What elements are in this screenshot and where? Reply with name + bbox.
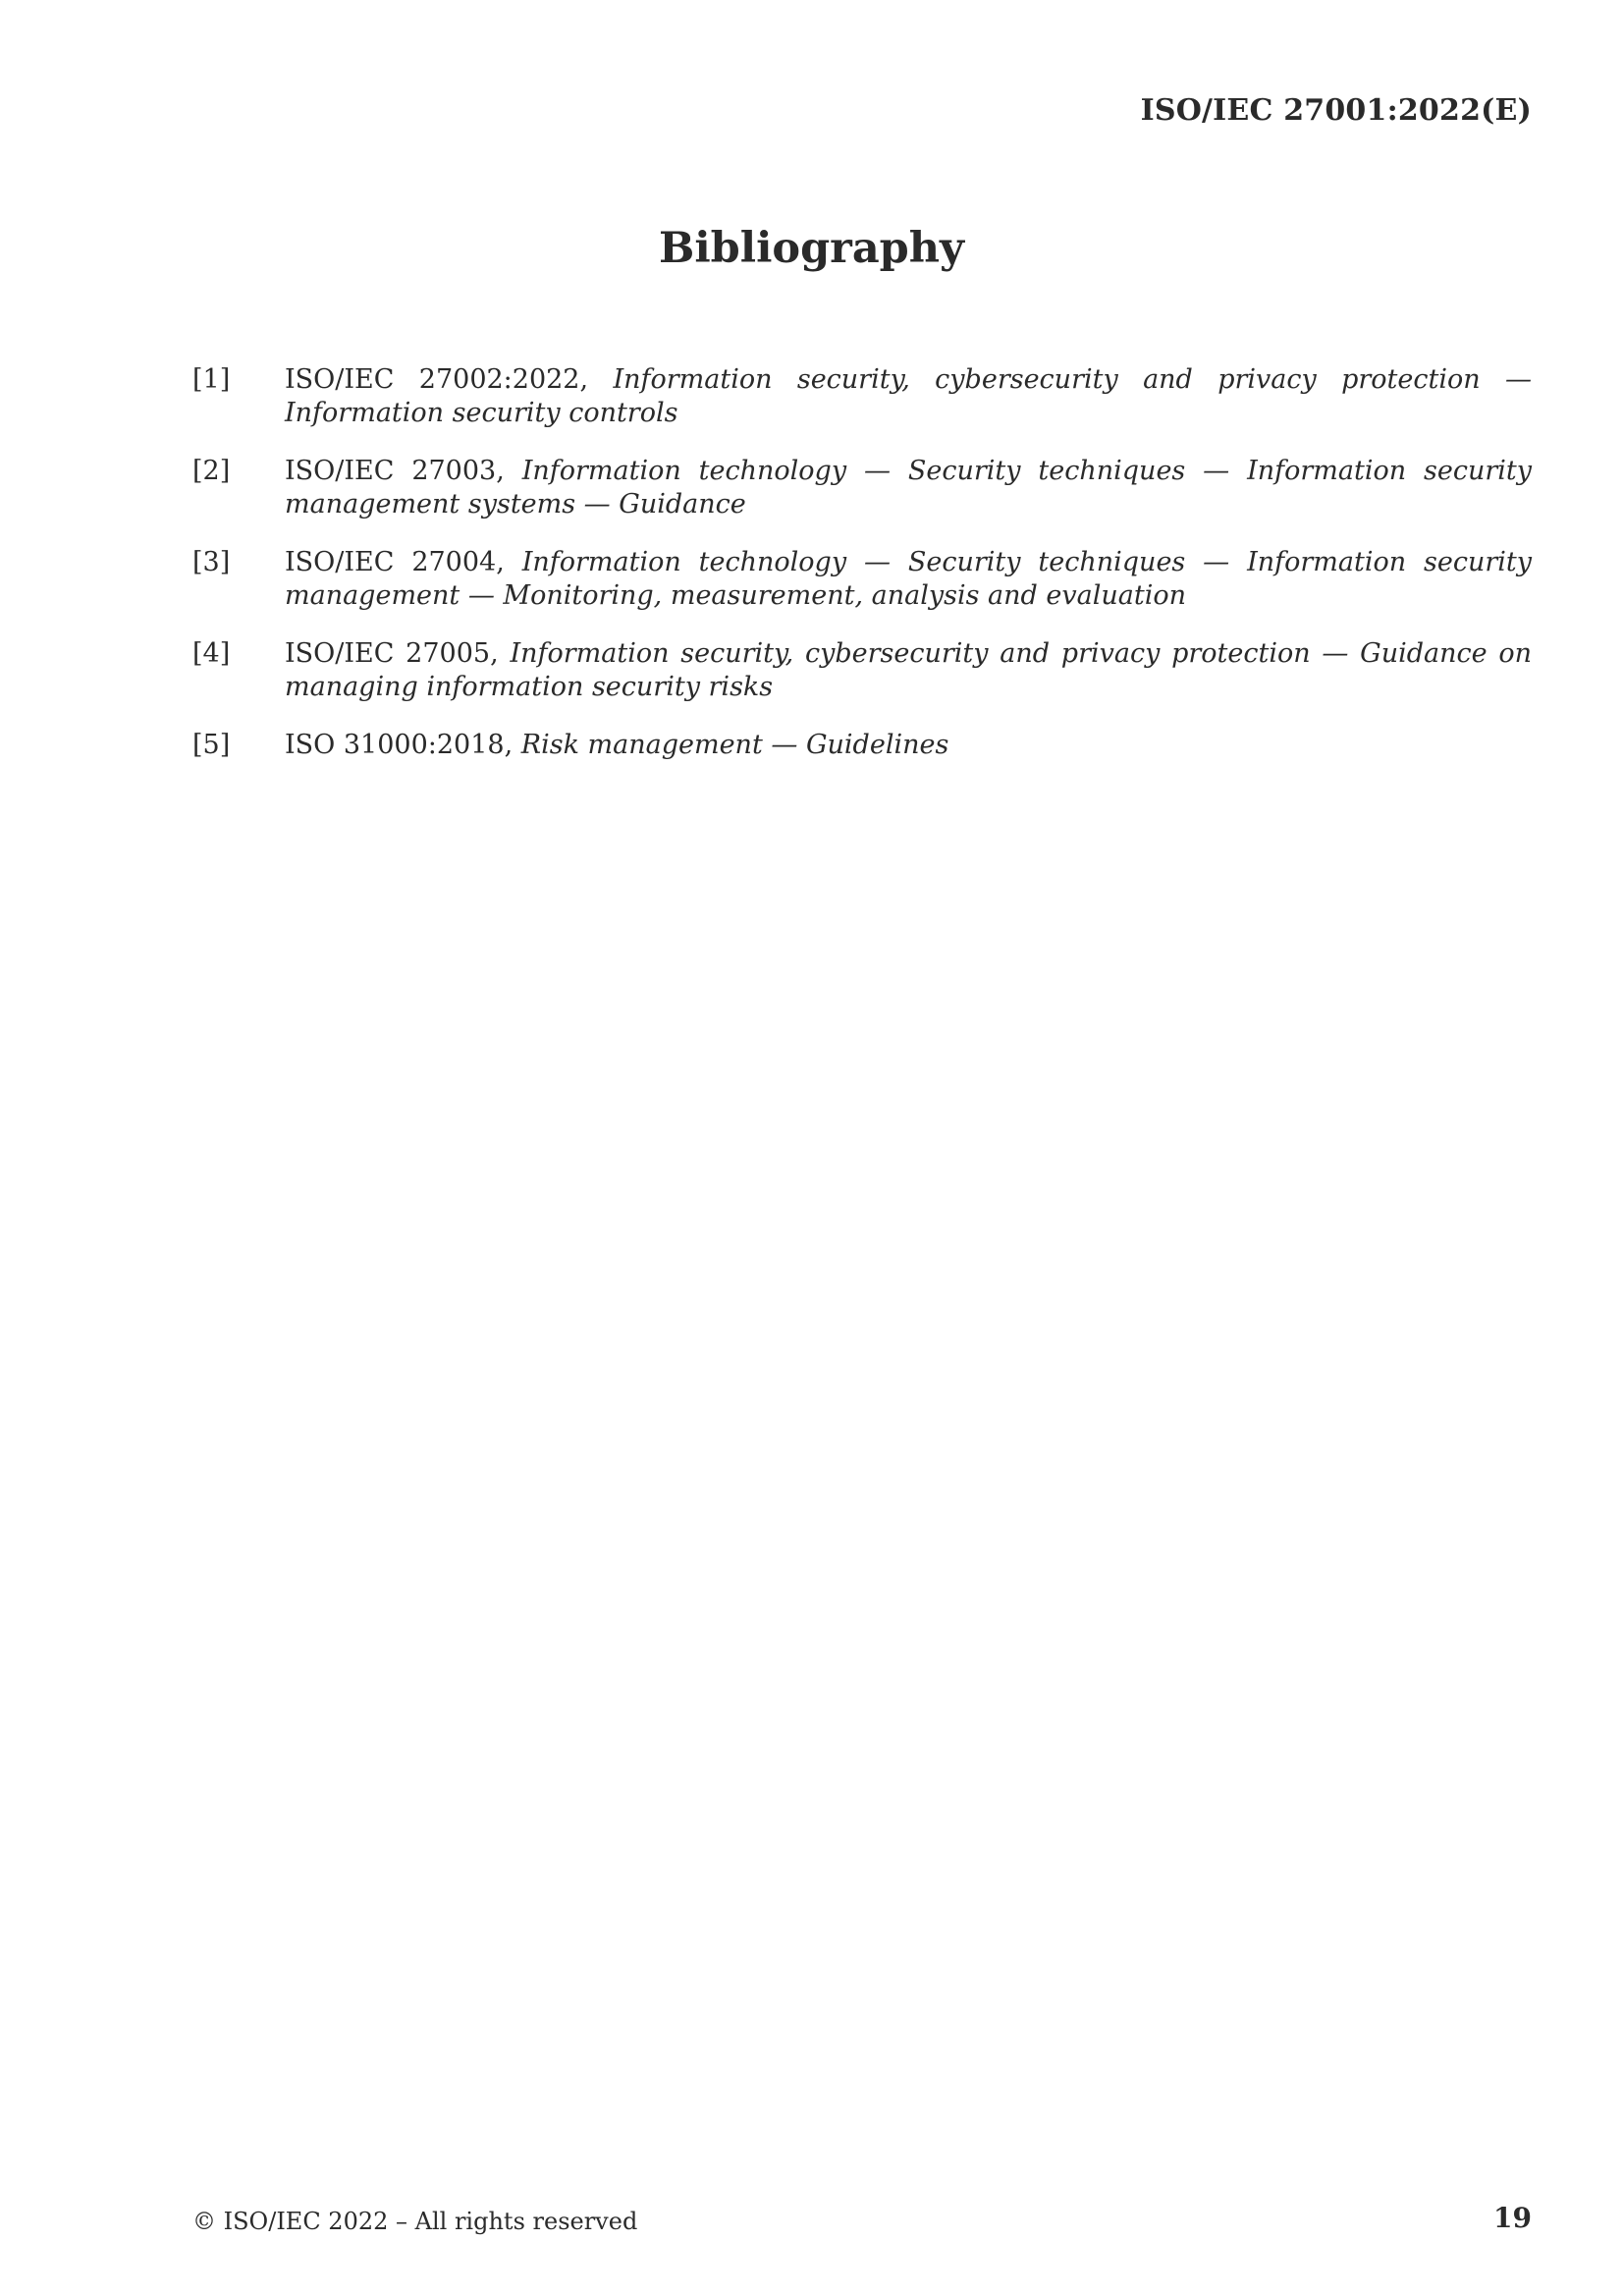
reference-title: Information technology — Security techniques — Information security management systems — Guidance [285,456,1533,519]
reference-number: [4] [192,638,231,669]
reference-item [192,363,1532,430]
reference-item [192,729,1532,762]
reference-body [285,637,1532,704]
reference-body [285,546,1532,613]
reference-item [192,546,1532,613]
reference-title: Information technology — Security techniques — Information security management — Monitoring, measurement, analysis and evaluation [285,547,1533,611]
reference-item [192,455,1532,521]
copyright-notice: © ISO/IEC 2022 – All rights reserved [192,2208,638,2235]
reference-designation: ISO/IEC 27004, [285,547,505,577]
reference-item [192,637,1532,704]
reference-designation: ISO/IEC 27003, [285,456,505,486]
reference-body [285,455,1532,521]
reference-number: [2] [192,456,231,486]
reference-title: Information security, cybersecurity and privacy protection — Guidance on managing information security risks [285,638,1533,702]
reference-title: Information security, cybersecurity and privacy protection — Information security controls [285,364,1532,428]
reference-number: [1] [192,364,231,395]
reference-number: [3] [192,547,231,577]
document-id-header: ISO/IEC 27001:2022(E) [1140,93,1532,128]
reference-body [285,729,1532,762]
reference-designation: ISO/IEC 27002:2022, [285,364,589,395]
bibliography-list [192,363,1532,787]
reference-number: [5] [192,730,231,760]
reference-body [285,363,1532,430]
reference-title: Risk management — Guidelines [520,730,949,760]
page-title: Bibliography [659,224,964,273]
reference-designation: ISO 31000:2018, [285,730,514,760]
page-number: 19 [1493,2202,1532,2234]
reference-designation: ISO/IEC 27005, [285,638,499,669]
